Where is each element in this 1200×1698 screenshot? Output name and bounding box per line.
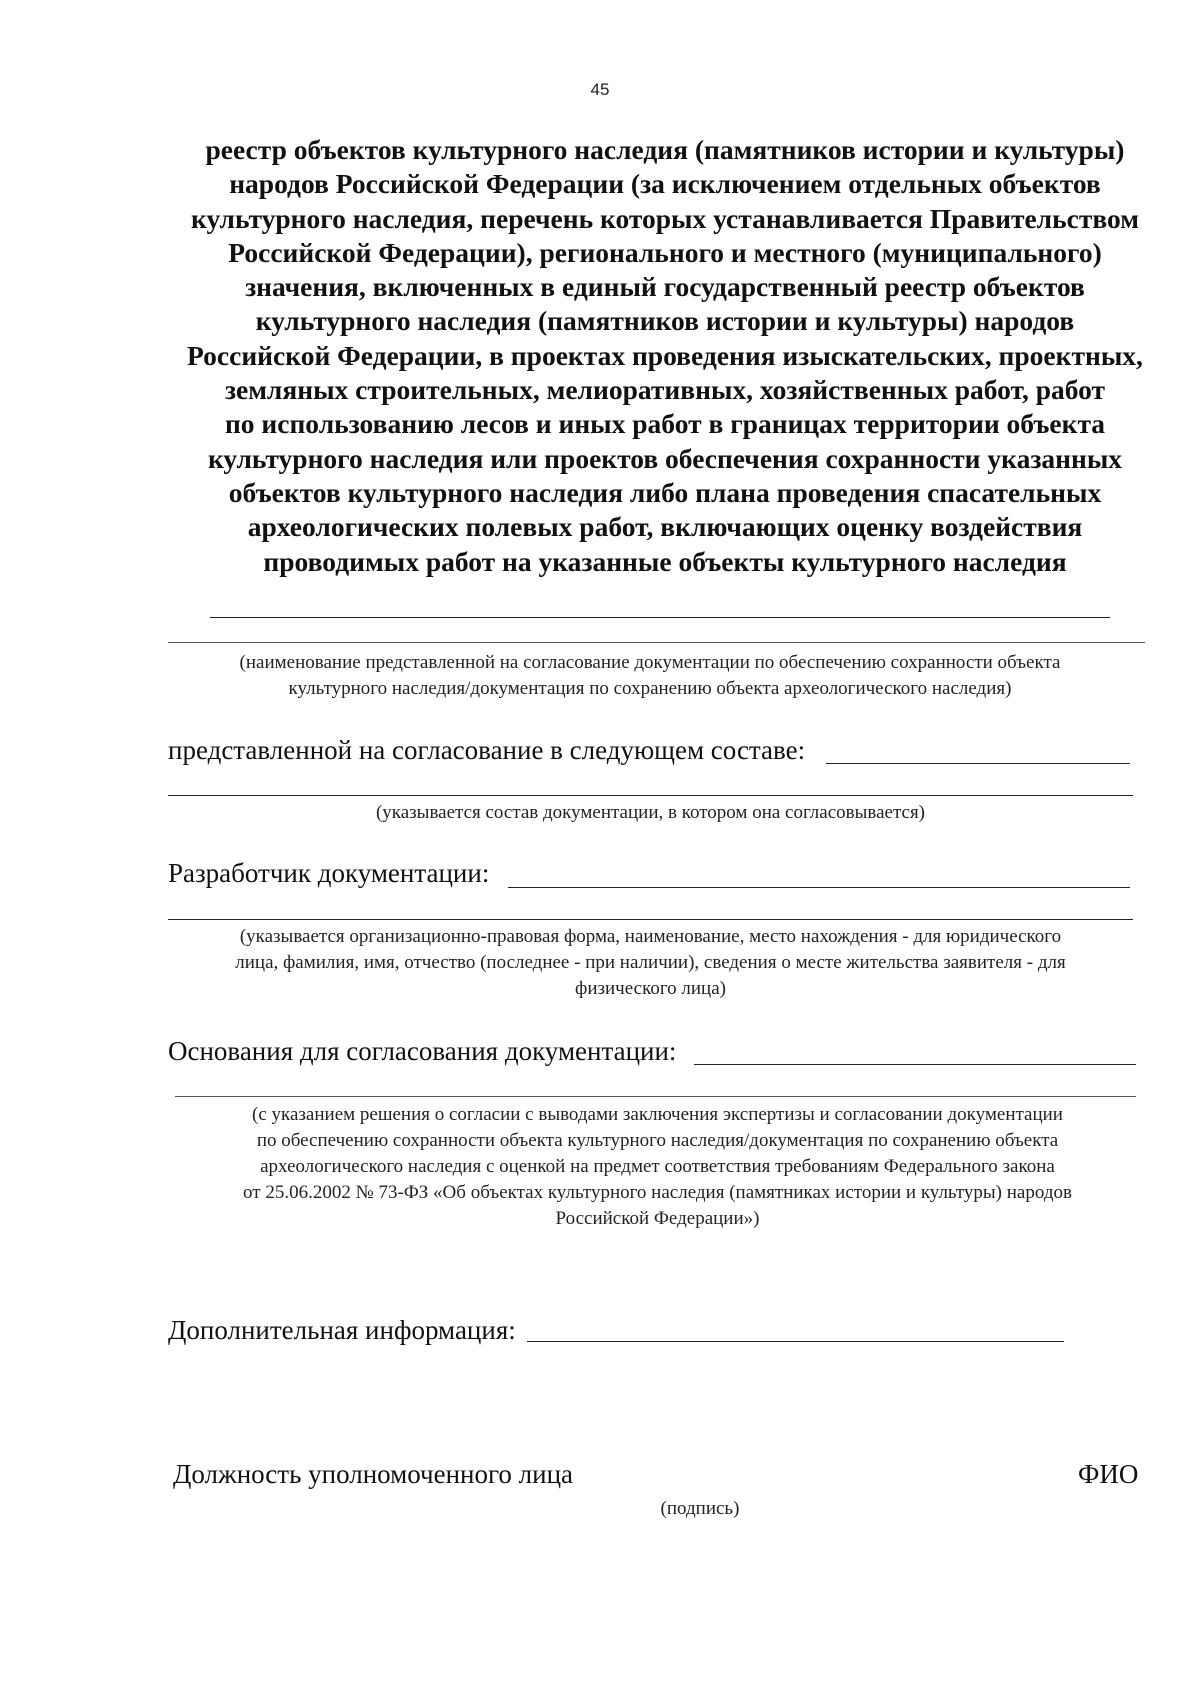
caption-line: (с указанием решения о согласии с выводами заключения экспертизы и согласовании документации xyxy=(252,1104,1063,1125)
composition-underline-2 xyxy=(168,795,1133,796)
heading-line: Российской Федерации, в проектах проведения изыскательских, проектных, xyxy=(187,339,1143,371)
grounds-underline-2 xyxy=(175,1096,1136,1097)
caption-line: Российской Федерации») xyxy=(555,1208,760,1229)
document-heading xyxy=(140,133,1190,579)
doc-name-underline xyxy=(210,617,1110,618)
signature-caption: (подпись) xyxy=(660,1498,740,1519)
heading-line: народов Российской Федерации (за исключением отдельных объектов xyxy=(229,168,1101,200)
page-number: 45 xyxy=(590,80,610,99)
grounds-caption xyxy=(165,1102,1150,1232)
full-name-label: ФИО xyxy=(1078,1459,1139,1489)
heading-line: археологических полевых работ, включающих оценку воздействия xyxy=(247,511,1083,543)
heading-line: Российской Федерации), регионального и местного (муниципального) xyxy=(228,236,1102,268)
composition-caption: (указывается состав документации, в котором она согласовывается) xyxy=(375,802,926,823)
composition-underline xyxy=(826,763,1130,764)
caption-line: по обеспечению сохранности объекта культурного наследия/документация по сохранению объекта xyxy=(256,1130,1059,1151)
additional-info-label: Дополнительная информация: xyxy=(168,1315,516,1345)
caption-line: археологического наследия с оценкой на предмет соответствия требованиям Федерального закона xyxy=(260,1156,1055,1177)
caption-line: культурного наследия/документация по сохранению объекта археологического наследия) xyxy=(288,678,1012,699)
caption-line: физического лица) xyxy=(575,978,726,999)
heading-line: объектов культурного наследия либо плана проведения спасательных xyxy=(228,476,1102,508)
grounds-underline xyxy=(694,1064,1136,1065)
developer-label: Разработчик документации: xyxy=(168,858,490,888)
developer-underline xyxy=(508,887,1130,888)
developer-caption xyxy=(168,924,1133,1002)
caption-line: (указывается организационно-правовая форма, наименование, место нахождения - для юридического xyxy=(239,926,1062,947)
doc-name-caption xyxy=(150,650,1150,702)
heading-line: по использованию лесов и иных работ в границах территории объекта xyxy=(224,408,1106,440)
doc-name-underline-2 xyxy=(168,642,1145,643)
heading-line: земляных строительных, мелиоративных, хозяйственных работ, работ xyxy=(224,374,1106,406)
heading-line: культурного наследия, перечень которых устанавливается Правительством xyxy=(191,202,1139,234)
heading-line: проводимых работ на указанные объекты культурного наследия xyxy=(263,545,1067,577)
heading-line: реестр объектов культурного наследия (памятников истории и культуры) xyxy=(205,134,1125,165)
developer-underline-2 xyxy=(168,919,1133,920)
composition-label: представленной на согласование в следующем составе: xyxy=(168,735,806,765)
additional-info-underline xyxy=(527,1341,1064,1342)
heading-line: культурного наследия или проектов обеспечения сохранности указанных xyxy=(207,442,1123,474)
caption-line: лица, фамилия, имя, отчество (последнее - при наличии), сведения о месте жительства заявителя - для xyxy=(235,952,1066,973)
caption-line: от 25.06.2002 № 73-ФЗ «Об объектах культурного наследия (памятниках истории и культуры) народов xyxy=(243,1182,1072,1203)
caption-line: (наименование представленной на согласование документации по обеспечению сохранности объекта xyxy=(239,652,1061,673)
heading-line: культурного наследия (памятников истории и культуры) народов xyxy=(255,305,1075,337)
grounds-label: Основания для согласования документации: xyxy=(168,1036,677,1066)
authorized-person-position: Должность уполномоченного лица xyxy=(173,1459,574,1489)
heading-line: значения, включенных в единый государственный реестр объектов xyxy=(245,271,1085,303)
